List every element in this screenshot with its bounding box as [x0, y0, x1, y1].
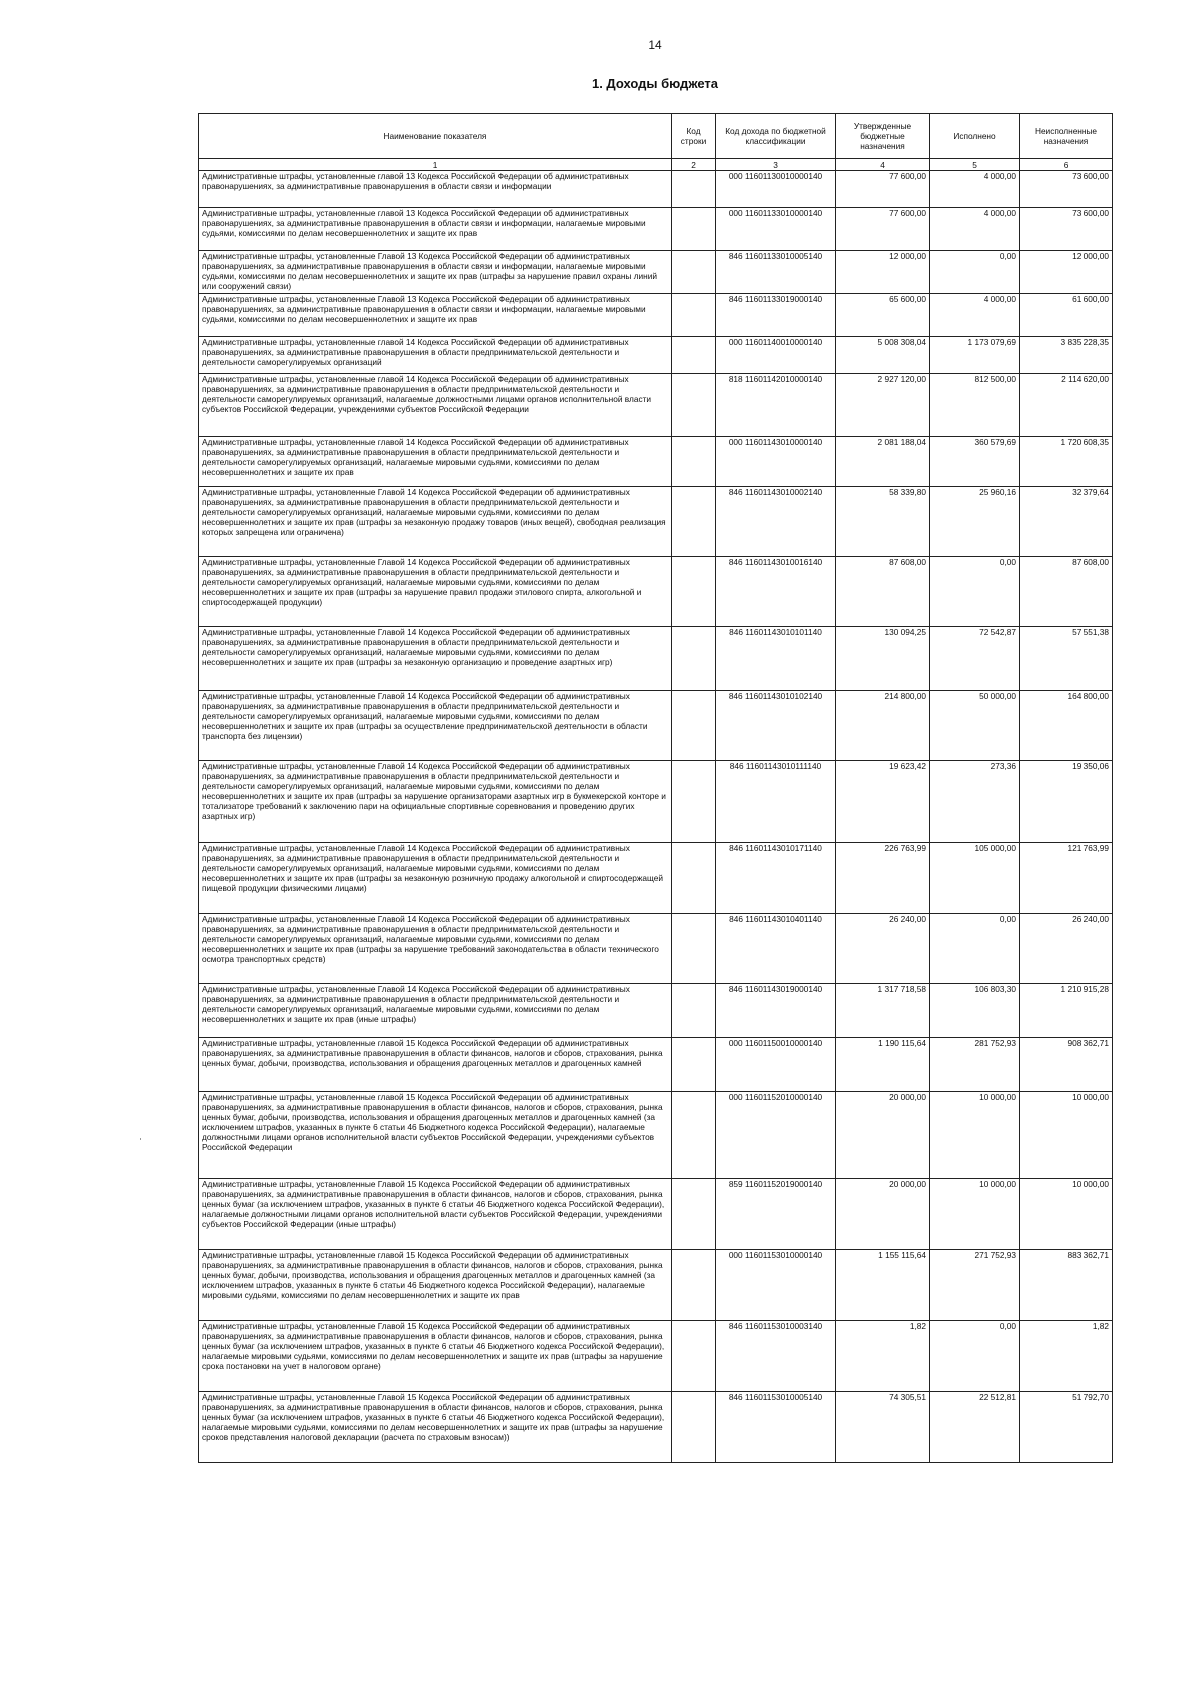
indicator-name: Административные штрафы, установленные Главой 14 Кодекса Российской Федерации об административных правонарушениях, за административные правонарушения в области предпринимательской деятельности и деятельности саморегулируемых организаций, налагаемые мировыми судьями, комиссиями по делам несовершеннолетних и защите их прав (штрафы за осуществление предпринимательской деятельности в области транспорта без лицензии)	[199, 691, 672, 761]
unexecuted-amount: 1,82	[1020, 1321, 1113, 1392]
indicator-name: Административные штрафы, установленные главой 13 Кодекса Российской Федерации об административных правонарушениях, за административные правонарушения в области связи и информации, налагаемые мировыми судьями, комиссиями по делам несовершеннолетних и защите их прав	[199, 208, 672, 251]
income-code: 846 11601143010171140	[716, 843, 836, 914]
executed-amount: 72 542,87	[930, 627, 1020, 691]
unexecuted-amount: 51 792,70	[1020, 1392, 1113, 1463]
executed-amount: 281 752,93	[930, 1038, 1020, 1092]
header-unexecuted: Неисполненные назначения	[1020, 114, 1113, 159]
approved-amount: 74 305,51	[836, 1392, 930, 1463]
row-code-cell	[672, 208, 716, 251]
indicator-name: Административные штрафы, установленные Главой 14 Кодекса Российской Федерации об административных правонарушениях, за административные правонарушения в области предпринимательской деятельности и деятельности саморегулируемых организаций, налагаемые мировыми судьями, комиссиями по делам несовершеннолетних и защите их прав (штрафы за нарушение организаторами азартных игр в букмекерской конторе и тотализаторе требований к заключению пари на официальные спортивные соревнования и проведению других азартных игр)	[199, 761, 672, 843]
unexecuted-amount: 164 800,00	[1020, 691, 1113, 761]
income-code: 000 11601152010000140	[716, 1092, 836, 1179]
unexecuted-amount: 10 000,00	[1020, 1092, 1113, 1179]
unexecuted-amount: 87 608,00	[1020, 557, 1113, 627]
income-code: 000 11601130010000140	[716, 171, 836, 208]
executed-amount: 4 000,00	[930, 208, 1020, 251]
row-code-cell	[672, 337, 716, 374]
header-income-code: Код дохода по бюджетной классификации	[716, 114, 836, 159]
page-title: 1. Доходы бюджета	[591, 76, 719, 91]
approved-amount: 2 927 120,00	[836, 374, 930, 437]
income-code: 000 11601150010000140	[716, 1038, 836, 1092]
header-executed: Исполнено	[930, 114, 1020, 159]
row-code-cell	[672, 1321, 716, 1392]
row-code-cell	[672, 171, 716, 208]
approved-amount: 65 600,00	[836, 294, 930, 337]
row-code-cell	[672, 1038, 716, 1092]
executed-amount: 50 000,00	[930, 691, 1020, 761]
executed-amount: 4 000,00	[930, 294, 1020, 337]
table-row	[199, 691, 1113, 761]
indicator-name: Административные штрафы, установленные Главой 14 Кодекса Российской Федерации об административных правонарушениях, за административные правонарушения в области предпринимательской деятельности и деятельности саморегулируемых организаций, налагаемые мировыми судьями, комиссиями по делам несовершеннолетних и защите их прав (штрафы за незаконную продажу товаров (иных вещей), свободная реализация которых запрещена или ограничена)	[199, 487, 672, 557]
approved-amount: 20 000,00	[836, 1179, 930, 1250]
executed-amount: 106 803,30	[930, 984, 1020, 1038]
income-code: 846 11601153010003140	[716, 1321, 836, 1392]
unexecuted-amount: 10 000,00	[1020, 1179, 1113, 1250]
executed-amount: 360 579,69	[930, 437, 1020, 487]
row-code-cell	[672, 1392, 716, 1463]
column-number: 5	[930, 159, 1020, 171]
approved-amount: 58 339,80	[836, 487, 930, 557]
row-code-cell	[672, 557, 716, 627]
approved-amount: 1 317 718,58	[836, 984, 930, 1038]
income-code: 859 11601152019000140	[716, 1179, 836, 1250]
row-code-cell	[672, 843, 716, 914]
table-row	[199, 294, 1113, 337]
indicator-name: Административные штрафы, установленные Главой 15 Кодекса Российской Федерации об административных правонарушениях, за административные правонарушения в области финансов, налогов и сборов, страхования, рынка ценных бумаг (за исключением штрафов, указанных в пункте 6 статьи 46 Бюджетного кодекса Российской Федерации), налагаемые должностными лицами органов исполнительной власти субъектов Российской Федерации, учреждениями субъектов Российской Федерации (иные штрафы)	[199, 1179, 672, 1250]
table-row	[199, 1179, 1113, 1250]
approved-amount: 214 800,00	[836, 691, 930, 761]
table-row	[199, 984, 1113, 1038]
approved-amount: 2 081 188,04	[836, 437, 930, 487]
row-code-cell	[672, 691, 716, 761]
table-row	[199, 1250, 1113, 1321]
unexecuted-amount: 121 763,99	[1020, 843, 1113, 914]
income-code: 846 11601143010401140	[716, 914, 836, 984]
executed-amount: 0,00	[930, 251, 1020, 294]
income-code: 846 11601143010101140	[716, 627, 836, 691]
table-header-row	[199, 114, 1113, 159]
row-code-cell	[672, 1179, 716, 1250]
approved-amount: 26 240,00	[836, 914, 930, 984]
income-code: 846 11601143010102140	[716, 691, 836, 761]
table-row	[199, 1321, 1113, 1392]
income-code: 000 11601153010000140	[716, 1250, 836, 1321]
income-code: 846 11601133019000140	[716, 294, 836, 337]
table-row	[199, 557, 1113, 627]
approved-amount: 226 763,99	[836, 843, 930, 914]
executed-amount: 25 960,16	[930, 487, 1020, 557]
indicator-name: Административные штрафы, установленные главой 13 Кодекса Российской Федерации об административных правонарушениях, за административные правонарушения в области связи и информации	[199, 171, 672, 208]
executed-amount: 1 173 079,69	[930, 337, 1020, 374]
indicator-name: Административные штрафы, установленные Главой 15 Кодекса Российской Федерации об административных правонарушениях, за административные правонарушения в области финансов, налогов и сборов, страхования, рынка ценных бумаг (за исключением штрафов, указанных в пункте 6 статьи 46 Бюджетного кодекса Российской Федерации), налагаемые мировыми судьями, комиссиями по делам несовершеннолетних и защите их прав (штрафы за нарушение срока постановки на учет в налоговом органе)	[199, 1321, 672, 1392]
table-row	[199, 1092, 1113, 1179]
column-number: 3	[716, 159, 836, 171]
indicator-name: Административные штрафы, установленные Главой 15 Кодекса Российской Федерации об административных правонарушениях, за административные правонарушения в области финансов, налогов и сборов, страхования, рынка ценных бумаг (за исключением штрафов, указанных в пункте 6 статьи 46 Бюджетного кодекса Российской Федерации), налагаемые мировыми судьями, комиссиями по делам несовершеннолетних и защите их прав (штрафы за нарушение сроков представления налоговой декларации (расчета по страховым взносам))	[199, 1392, 672, 1463]
column-number: 6	[1020, 159, 1113, 171]
header-name: Наименование показателя	[199, 114, 672, 159]
unexecuted-amount: 26 240,00	[1020, 914, 1113, 984]
unexecuted-amount: 3 835 228,35	[1020, 337, 1113, 374]
executed-amount: 10 000,00	[930, 1179, 1020, 1250]
approved-amount: 20 000,00	[836, 1092, 930, 1179]
income-code: 000 11601133010000140	[716, 208, 836, 251]
approved-amount: 1 190 115,64	[836, 1038, 930, 1092]
approved-amount: 1 155 115,64	[836, 1250, 930, 1321]
revenue-table	[198, 113, 1113, 1463]
unexecuted-amount: 12 000,00	[1020, 251, 1113, 294]
table-row	[199, 843, 1113, 914]
row-code-cell	[672, 761, 716, 843]
row-code-cell	[672, 1092, 716, 1179]
executed-amount: 4 000,00	[930, 171, 1020, 208]
unexecuted-amount: 1 720 608,35	[1020, 437, 1113, 487]
executed-amount: 273,36	[930, 761, 1020, 843]
approved-amount: 77 600,00	[836, 171, 930, 208]
indicator-name: Административные штрафы, установленные Главой 14 Кодекса Российской Федерации об административных правонарушениях, за административные правонарушения в области предпринимательской деятельности и деятельности саморегулируемых организаций, налагаемые мировыми судьями, комиссиями по делам несовершеннолетних и защите их прав (штрафы за незаконную розничную продажу алкогольной и спиртосодержащей пищевой продукции физическими лицами)	[199, 843, 672, 914]
unexecuted-amount: 32 379,64	[1020, 487, 1113, 557]
table-row	[199, 761, 1113, 843]
table-row	[199, 171, 1113, 208]
approved-amount: 12 000,00	[836, 251, 930, 294]
column-number: 1	[199, 159, 672, 171]
table-row	[199, 251, 1113, 294]
row-code-cell	[672, 437, 716, 487]
income-code: 000 11601143010000140	[716, 437, 836, 487]
indicator-name: Административные штрафы, установленные Главой 13 Кодекса Российской Федерации об административных правонарушениях, за административные правонарушения в области связи и информации, налагаемые мировыми судьями, комиссиями по делам несовершеннолетних и защите их прав (штрафы за нарушение правил охраны линий или сооружений связи)	[199, 251, 672, 294]
indicator-name: Административные штрафы, установленные Главой 14 Кодекса Российской Федерации об административных правонарушениях, за административные правонарушения в области предпринимательской деятельности и деятельности саморегулируемых организаций, налагаемые мировыми судьями, комиссиями по делам несовершеннолетних и защите их прав (штрафы за нарушение правил продажи этилового спирта, алкогольной и спиртосодержащей продукции)	[199, 557, 672, 627]
unexecuted-amount: 73 600,00	[1020, 208, 1113, 251]
column-number: 4	[836, 159, 930, 171]
income-code: 000 11601140010000140	[716, 337, 836, 374]
table-row	[199, 437, 1113, 487]
row-code-cell	[672, 1250, 716, 1321]
executed-amount: 22 512,81	[930, 1392, 1020, 1463]
indicator-name: Административные штрафы, установленные Главой 14 Кодекса Российской Федерации об административных правонарушениях, за административные правонарушения в области предпринимательской деятельности и деятельности саморегулируемых организаций, налагаемые мировыми судьями, комиссиями по делам несовершеннолетних и защите их прав (штрафы за незаконную организацию и проведение азартных игр)	[199, 627, 672, 691]
unexecuted-amount: 73 600,00	[1020, 171, 1113, 208]
income-code: 846 11601143010016140	[716, 557, 836, 627]
row-code-cell	[672, 914, 716, 984]
table-row	[199, 1392, 1113, 1463]
unexecuted-amount: 908 362,71	[1020, 1038, 1113, 1092]
table-row	[199, 337, 1113, 374]
unexecuted-amount: 883 362,71	[1020, 1250, 1113, 1321]
table-row	[199, 1038, 1113, 1092]
indicator-name: Административные штрафы, установленные главой 15 Кодекса Российской Федерации об административных правонарушениях, за административные правонарушения в области финансов, налогов и сборов, страхования, рынка ценных бумаг, добычи, производства, использования и обращения драгоценных металлов и драгоценных камней (за исключением штрафов, указанных в пункте 6 статьи 46 Бюджетного кодекса Российской Федерации), налагаемые должностными лицами органов исполнительной власти субъектов Российской Федерации, учреждениями субъектов Российской Федерации	[199, 1092, 672, 1179]
indicator-name: Административные штрафы, установленные Главой 13 Кодекса Российской Федерации об административных правонарушениях, за административные правонарушения в области связи и информации, налагаемые мировыми судьями, комиссиями по делам несовершеннолетних и защите их прав	[199, 294, 672, 337]
row-code-cell	[672, 294, 716, 337]
unexecuted-amount: 57 551,38	[1020, 627, 1113, 691]
row-code-cell	[672, 374, 716, 437]
indicator-name: Административные штрафы, установленные Главой 14 Кодекса Российской Федерации об административных правонарушениях, за административные правонарушения в области предпринимательской деятельности и деятельности саморегулируемых организаций, налагаемые мировыми судьями, комиссиями по делам несовершеннолетних и защите их прав (штрафы за нарушение требований законодательства в области технического осмотра транспортных средств)	[199, 914, 672, 984]
executed-amount: 0,00	[930, 1321, 1020, 1392]
table-row	[199, 487, 1113, 557]
table-row	[199, 208, 1113, 251]
income-code: 846 11601143010002140	[716, 487, 836, 557]
row-code-cell	[672, 627, 716, 691]
indicator-name: Административные штрафы, установленные главой 14 Кодекса Российской Федерации об административных правонарушениях, за административные правонарушения в области предпринимательской деятельности и деятельности саморегулируемых организаций	[199, 337, 672, 374]
executed-amount: 10 000,00	[930, 1092, 1020, 1179]
table-row	[199, 374, 1113, 437]
indicator-name: Административные штрафы, установленные Главой 14 Кодекса Российской Федерации об административных правонарушениях, за административные правонарушения в области предпринимательской деятельности и деятельности саморегулируемых организаций, налагаемые мировыми судьями, комиссиями по делам несовершеннолетних и защите их прав (иные штрафы)	[199, 984, 672, 1038]
header-row-code: Код строки	[672, 114, 716, 159]
income-code: 818 11601142010000140	[716, 374, 836, 437]
income-code: 846 11601153010005140	[716, 1392, 836, 1463]
approved-amount: 19 623,42	[836, 761, 930, 843]
approved-amount: 5 008 308,04	[836, 337, 930, 374]
indicator-name: Административные штрафы, установленные главой 14 Кодекса Российской Федерации об административных правонарушениях, за административные правонарушения в области предпринимательской деятельности и деятельности саморегулируемых организаций, налагаемые должностными лицами органов исполнительной власти субъектов Российской Федерации, учреждениями субъектов Российской Федерации	[199, 374, 672, 437]
header-approved: Утвержденные бюджетные назначения	[836, 114, 930, 159]
approved-amount: 87 608,00	[836, 557, 930, 627]
unexecuted-amount: 1 210 915,28	[1020, 984, 1113, 1038]
executed-amount: 0,00	[930, 914, 1020, 984]
income-code: 846 11601143010111140	[716, 761, 836, 843]
indicator-name: Административные штрафы, установленные главой 15 Кодекса Российской Федерации об административных правонарушениях, за административные правонарушения в области финансов, налогов и сборов, страхования, рынка ценных бумаг, добычи, производства, использования и обращения драгоценных металлов и драгоценных камней	[199, 1038, 672, 1092]
page-number: 14	[648, 38, 662, 52]
executed-amount: 271 752,93	[930, 1250, 1020, 1321]
row-code-cell	[672, 984, 716, 1038]
row-code-cell	[672, 251, 716, 294]
unexecuted-amount: 19 350,06	[1020, 761, 1113, 843]
margin-mark	[140, 1138, 141, 1140]
row-code-cell	[672, 487, 716, 557]
column-number: 2	[672, 159, 716, 171]
unexecuted-amount: 61 600,00	[1020, 294, 1113, 337]
executed-amount: 105 000,00	[930, 843, 1020, 914]
executed-amount: 0,00	[930, 557, 1020, 627]
table-row	[199, 914, 1113, 984]
executed-amount: 812 500,00	[930, 374, 1020, 437]
column-number-row	[199, 159, 1113, 171]
indicator-name: Административные штрафы, установленные главой 15 Кодекса Российской Федерации об административных правонарушениях, за административные правонарушения в области финансов, налогов и сборов, страхования, рынка ценных бумаг, добычи, производства, использования и обращения драгоценных металлов и драгоценных камней (за исключением штрафов, указанных в пункте 6 статьи 46 Бюджетного кодекса Российской Федерации), налагаемые мировыми судьями, комиссиями по делам несовершеннолетних и защите их прав	[199, 1250, 672, 1321]
income-code: 846 11601133010005140	[716, 251, 836, 294]
approved-amount: 77 600,00	[836, 208, 930, 251]
approved-amount: 130 094,25	[836, 627, 930, 691]
approved-amount: 1,82	[836, 1321, 930, 1392]
income-code: 846 11601143019000140	[716, 984, 836, 1038]
table-body	[199, 171, 1113, 1463]
indicator-name: Административные штрафы, установленные главой 14 Кодекса Российской Федерации об административных правонарушениях, за административные правонарушения в области предпринимательской деятельности и деятельности саморегулируемых организаций, налагаемые мировыми судьями, комиссиями по делам несовершеннолетних и защите их прав	[199, 437, 672, 487]
unexecuted-amount: 2 114 620,00	[1020, 374, 1113, 437]
table-row	[199, 627, 1113, 691]
